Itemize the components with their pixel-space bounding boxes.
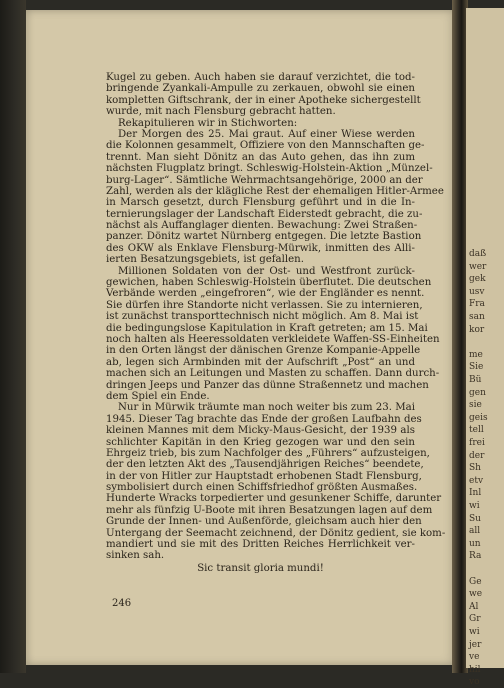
text-line: Hunderte Wracks torpedierter und gesunkener Schiffe, darunter xyxy=(106,493,442,505)
facing-page-fragment: Gr xyxy=(469,614,481,625)
facing-page-fragment: usv xyxy=(469,286,485,297)
facing-page-fragment: der xyxy=(469,450,485,461)
facing-page-fragment: Sh xyxy=(469,463,481,474)
scan-background-left xyxy=(0,0,26,673)
text-line: des OKW als Enklave Flensburg-Mürwik, inmitten des Alli- xyxy=(106,242,415,254)
text-line: trennt. Man sieht Dönitz an das Auto gehen, das ihn zum xyxy=(106,151,415,163)
facing-page-fragment: san xyxy=(469,312,485,322)
text-line: mandiert und sie mit des Dritten Reiches Herrlichkeit ver- xyxy=(106,539,415,551)
text-line: Nur in Mürwik träumte man noch weiter bis zum 23. Mai xyxy=(118,402,415,414)
text-line: sinken sah. xyxy=(106,550,165,562)
text-line: panzer. Dönitz wartet Nürnberg entgegen. Die letzte Bastion xyxy=(106,231,422,243)
text-line: Sie dürfen ihre Standorte nicht verlassen. Sie zu internieren, xyxy=(106,299,423,311)
facing-page-fragment: gek xyxy=(469,274,486,285)
text-line: in Marsch gesetzt, durch Flensburg geführt und in die In- xyxy=(106,197,415,209)
text-line: burg-Lager“. Sämtliche Wehrmachtsangehörige, 2000 an der xyxy=(106,174,423,186)
text-line: ist zunächst transporttechnisch nicht möglich. Am 8. Mai ist xyxy=(106,311,419,323)
text-line: Rekapitulieren wir in Stichworten: xyxy=(118,117,298,129)
text-line: gewichen, haben Schleswig-Holstein überflutet. Die deutschen xyxy=(106,277,432,289)
text-line: Der Morgen des 25. Mai graut. Auf einer Wiese werden xyxy=(118,128,415,140)
text-line: wurde, mit nach Flensburg gebracht hatten. xyxy=(106,106,336,118)
facing-page-fragment: un xyxy=(469,538,481,549)
text-line: noch halten als Heeressoldaten verkleidete Waffen-SS-Einheiten xyxy=(106,333,440,345)
text-line: kompletten Giftschrank, der in einer Apotheke sichergestellt xyxy=(106,94,421,106)
paragraph-3 xyxy=(106,128,444,266)
facing-page-fragment: Inl xyxy=(469,488,482,499)
text-line: nächst als Auffanglager dienten. Bewachung: Zwei Straßen- xyxy=(106,220,418,232)
facing-page-fragment: Su xyxy=(469,513,481,524)
text-line: Millionen Soldaten von der Ost- und Westfront zurück- xyxy=(118,265,415,277)
facing-page-fragment: wi xyxy=(469,627,480,637)
paragraph-4 xyxy=(106,265,440,403)
text-line: Kugel zu geben. Auch haben sie darauf verzichtet, die tod- xyxy=(106,72,415,83)
text-line: in der von Hitler zur Hauptstadt erhobenen Stadt Flensburg, xyxy=(106,470,422,482)
facing-page-fragment: we xyxy=(469,589,483,600)
facing-page-fragment: all xyxy=(469,526,481,537)
text-line: ierten Besatzungsgebiets, ist gefallen. xyxy=(106,254,304,266)
closing-motto: Sic transit gloria mundi! xyxy=(197,562,324,574)
facing-page-fragment: vo xyxy=(469,677,480,688)
text-line: die bedingungslose Kapitulation in Kraft getreten; am 15. Mai xyxy=(106,322,428,334)
text-line: die Kolonnen gesammelt, Offiziere von den Mannschaften ge- xyxy=(106,140,425,152)
facing-page-fragment: geis xyxy=(469,412,488,423)
paragraph-2 xyxy=(106,118,415,129)
facing-page-fragment: wi xyxy=(469,501,480,511)
facing-page-fragment: etv xyxy=(469,475,484,486)
text-line: in den Orten längst der dänischen Grenze Kompanie-Appelle xyxy=(106,345,421,357)
facing-page-fragment: Ra xyxy=(469,551,482,562)
text-line: Verbände werden „eingefroren“, wie der Engländer es nennt. xyxy=(106,288,425,300)
facing-page-fragment: gen xyxy=(469,387,486,398)
text-line: ab, legen sich Armbinden mit der Aufschrift „Post“ an und xyxy=(106,356,415,368)
text-line: machen sich an Leitungen und Masten zu schaffen. Dann durch- xyxy=(106,368,440,380)
text-line: schlichter Kapitän in den Krieg gezogen war und den sein xyxy=(106,436,415,448)
facing-page-fragment: Al xyxy=(469,601,479,612)
text-line: mehr als fünfzig U-Boote mit ihren Besatzungen lagen auf dem xyxy=(106,504,433,516)
facing-page-fragment: hil xyxy=(469,664,481,675)
facing-page-fragment: tell xyxy=(469,425,484,436)
facing-page-fragment: kor xyxy=(469,324,485,335)
page-number: 246 xyxy=(112,598,132,609)
text-line: symbolisiert durch einen Schiffsfriedhof größten Ausmaßes. xyxy=(106,482,418,494)
text-line: Grunde der Innen- und Außenförde, gleichsam auch hier den xyxy=(106,516,422,528)
facing-page-fragment: sie xyxy=(469,400,482,411)
facing-page-fragment: Sie xyxy=(469,362,484,373)
text-line: ternierungslager der Landschaft Eiderstedt gebracht, die zu- xyxy=(106,208,423,220)
paragraph-5 xyxy=(106,402,446,562)
facing-page-fragment: Bü xyxy=(469,375,482,385)
body-text xyxy=(106,72,446,574)
text-line: dem Spiel ein Ende. xyxy=(106,390,210,402)
facing-page-fragment: wer xyxy=(469,261,487,272)
paragraph-1 xyxy=(106,72,421,118)
facing-page-fragment: me xyxy=(469,349,483,360)
text-line: der den letzten Akt des „Tausendjährigen Reiches“ beendete, xyxy=(106,459,424,471)
text-line: kleinen Mannes mit dem Micky-Maus-Gesicht, der 1939 als xyxy=(106,425,415,437)
text-line: nächsten Flugplatz bringt. Schleswig-Holstein-Aktion „Münzel- xyxy=(106,163,433,175)
text-line: dringen Jeeps und Panzer das dünne Straßennetz und machen xyxy=(106,379,429,391)
facing-page-fragment: ve xyxy=(469,652,480,663)
facing-page-fragment: Ge xyxy=(469,576,482,587)
facing-page-edge xyxy=(466,8,504,688)
text-line: Ehrgeiz trieb, bis zum Nachfolger des „Führers“ aufzusteigen, xyxy=(106,447,430,459)
facing-page-fragment: Fra xyxy=(469,299,485,310)
text-line: Zahl, werden als der klägliche Rest der ehemaligen Hitler-Armee xyxy=(106,185,444,197)
facing-page-fragment: frei xyxy=(469,438,485,448)
facing-page-fragment: jer xyxy=(469,639,482,650)
text-line: Untergang der Seemacht zeichnend, der Dönitz gedient, sie kom- xyxy=(106,527,446,539)
facing-page-fragment: daß xyxy=(469,249,487,259)
text-line: bringende Zyankali-Ampulle zu zerkauen, obwohl sie einen xyxy=(106,83,415,95)
text-line: 1945. Dieser Tag brachte das Ende der großen Laufbahn des xyxy=(106,413,422,425)
